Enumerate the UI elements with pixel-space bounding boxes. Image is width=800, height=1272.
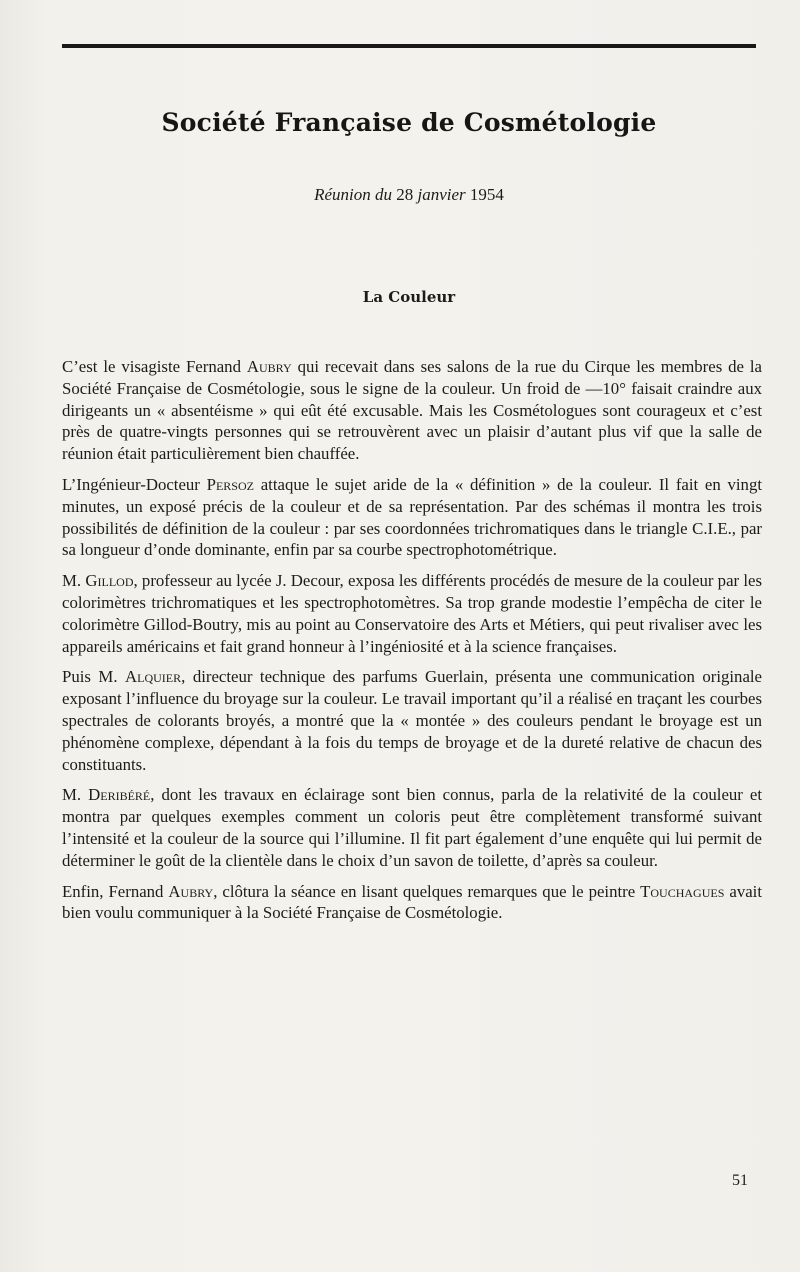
paragraph-3 xyxy=(62,570,762,657)
paragraph-5-text-a: M. xyxy=(62,785,89,805)
paragraph-3-text-b: , professeur au lycée J. Decour, exposa les différents procédés de mesure de la couleur par les colorimètres trichromatiques et les spectrophotomètres. Sa trop grande modestie l’empêcha de citer le colorimètre Gillod-Boutry, mis au point au Conservatoire des Arts et Métiers, qui peut rivaliser avec les appareils américains et fait grand honneur à l’ingéniosité et à la science françaises. xyxy=(62,571,763,656)
person-name-aubry-2: Aubry xyxy=(168,881,214,901)
paragraph-6-text-b: , clôtura la séance en lisant quelques remarques que le peintre xyxy=(213,881,641,901)
paragraph-4-text-b: , directeur technique des parfums Guerlain, présenta une communication originale exposant l’influence du broyage sur la couleur. Le travail important qu’il a réalisé en traçant les courbes spectrales de colorants broyés, a montré que la « montée » des couleurs pendant le broyage est un phénomène complexe, dépendant à la fois du temps de broyage et de la dureté relative de chacun des constituants. xyxy=(62,667,762,774)
meeting-day: 28 xyxy=(396,185,414,204)
meeting-date xyxy=(62,185,756,205)
paragraph-5-text-b: , dont les travaux en éclairage sont bien connus, parla de la relativité de la couleur et montra par quelques exemples comment un coloris peut être complètement transformé suivant l’intensité et la couleur de la source qui l’illumine. Il fit part également d’une enquête qui lui permit de déterminer le goût de la clientèle dans le choix d’un savon de toilette, d’après sa couleur. xyxy=(62,785,763,870)
paragraph-1 xyxy=(62,356,762,465)
paragraph-2 xyxy=(62,474,762,561)
section-heading: La Couleur xyxy=(362,288,456,306)
person-name-persoz: Persoz xyxy=(206,474,254,494)
page-number: 51 xyxy=(732,1172,748,1189)
paragraph-2-text-b: attaque le sujet aride de la « définition » de la couleur. Il fait en vingt minutes, un exposé précis de la couleur et de sa représentation. Par des schémas il montra les trois possibilités de définition de la couleur : par ses coordonnées trichromatiques dans le triangle C.I.E., par sa longueur d’onde dominante, enfin par sa courbe spectrophotométrique. xyxy=(62,474,763,560)
page-title: Société Française de Cosmétologie xyxy=(161,108,657,137)
paragraph-3-text-a: M. xyxy=(62,571,86,591)
meeting-month: janvier xyxy=(417,185,466,204)
paragraph-1-text-b: qui recevait dans ses salons de la rue du Cirque les membres de la Société Française de Cosmétologie, sous le signe de la couleur. Un froid de —10° faisait craindre aux dirigeants un « absentéisme » qui eût été excusable. Mais les Cosmétologues sont courageux et c’est près de quatre-vingts personnes qui se retrouvèrent avec un plaisir d’autant plus vif que la salle de réunion était particulièrement bien chauffée. xyxy=(62,357,763,464)
paragraph-6-text-c: avait bien voulu communiquer à la Société Française de Cosmétologie. xyxy=(62,881,762,923)
person-name-alquier: Alquier xyxy=(125,667,182,687)
meeting-prefix: Réunion du xyxy=(314,185,392,204)
paragraph-6 xyxy=(62,881,762,925)
paragraph-5 xyxy=(62,784,762,871)
person-name-deribere: Deribéré xyxy=(88,785,151,805)
paragraph-6-text-a: Enfin, Fernand xyxy=(62,881,169,901)
person-name-gillod: Gillod xyxy=(85,571,134,591)
person-name-aubry: Aubry xyxy=(246,357,292,376)
article-body xyxy=(62,356,762,933)
top-rule xyxy=(62,44,756,48)
paragraph-1-text-a: C’est le visagiste Fernand xyxy=(62,357,247,376)
meeting-year: 1954 xyxy=(469,185,504,204)
paragraph-4 xyxy=(62,666,762,775)
paragraph-2-text-a: L’Ingénieur-Docteur xyxy=(62,474,207,494)
paragraph-4-text-a: Puis M. xyxy=(62,667,126,687)
person-name-touchagues: Touchagues xyxy=(640,881,725,901)
